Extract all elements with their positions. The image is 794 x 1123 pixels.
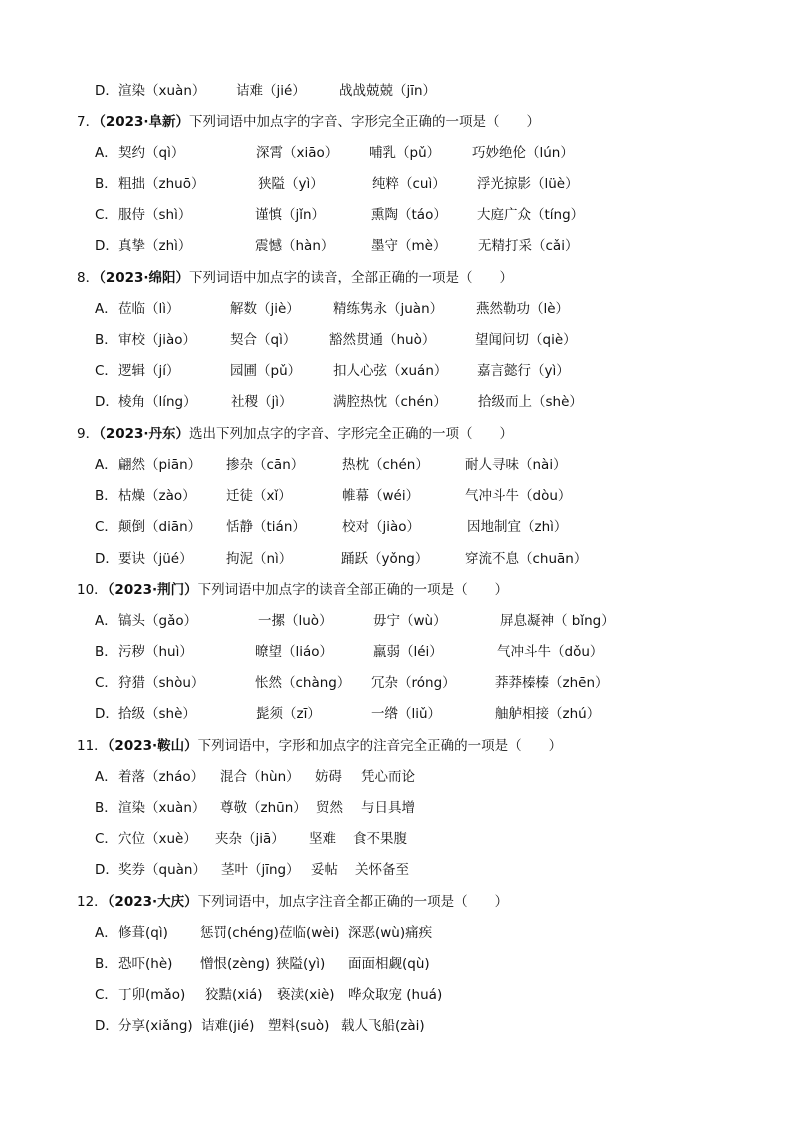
option-item: 食不果腹 — [353, 831, 407, 847]
option-item: 暸望（liáo） — [255, 644, 334, 660]
option-letter: D． — [95, 706, 119, 722]
option-item: 镐头（gǎo） — [118, 613, 198, 629]
option-item: 深恶(wù)痛疾 — [348, 925, 433, 941]
option-item: 园圃（pǔ） — [230, 363, 302, 379]
option-item: 夹杂（jiā） — [215, 831, 285, 847]
question-stem: 下列词语中，字形和加点字的注音完全正确的一项是（ ） — [197, 738, 563, 754]
question-stem: 选出下列加点字的字音、字形完全正确的一项（ ） — [189, 426, 514, 442]
option-item: 审校（jiào） — [118, 332, 197, 348]
question-stem: 下列词语中加点字的读音全部正确的一项是（ ） — [197, 582, 509, 598]
question-source: （2023·荆门） — [107, 582, 198, 598]
option-item: 狭隘(yì) — [276, 956, 326, 972]
option-item: 气冲斗牛（dǒu） — [497, 644, 604, 660]
option-item: 谨慎（jǐn） — [255, 207, 326, 223]
option-item: 舳舻相接（zhú） — [495, 706, 601, 722]
option-letter: D． — [95, 394, 119, 410]
question-number: 9． — [77, 426, 100, 442]
question-source: （2023·阜新） — [99, 114, 190, 130]
question-number: 7． — [77, 114, 100, 130]
option-item: 耐人寻味（nài） — [465, 457, 567, 473]
option-item: 战战兢兢（jīn） — [339, 83, 437, 99]
option-item: 混合（hùn） — [220, 769, 300, 785]
option-letter: C． — [95, 987, 118, 1003]
option-item: 熏陶（táo） — [371, 207, 447, 223]
option-item: 校对（jiào） — [342, 519, 421, 535]
option-item: 帷幕（wéi） — [342, 488, 420, 504]
option-letter: C． — [95, 675, 118, 691]
option-item: 妥帖 — [311, 862, 338, 878]
option-item: 莽莽榛榛（zhēn） — [495, 675, 609, 691]
option-item: 望闻问切（qiè） — [475, 332, 577, 348]
option-item: 迁徒（xǐ） — [226, 488, 292, 504]
option-letter: B． — [95, 644, 118, 660]
option-item: 载人飞船(zài) — [341, 1018, 425, 1034]
option-item: 关怀备至 — [355, 862, 409, 878]
option-letter: D． — [95, 551, 119, 567]
option-item: 契约（qì） — [118, 145, 185, 161]
option-letter: A． — [95, 925, 118, 941]
option-item: 扣人心弦（xuán） — [333, 363, 448, 379]
option-item: 契合（qì） — [230, 332, 297, 348]
question-12 — [77, 891, 508, 913]
option-letter: A． — [95, 301, 118, 317]
question-11 — [77, 735, 562, 757]
option-item: 羸弱（léi） — [373, 644, 443, 660]
question-source: （2023·大庆） — [107, 894, 198, 910]
option-letter: C． — [95, 831, 118, 847]
option-item: 污秽（huì） — [118, 644, 193, 660]
option-letter: C． — [95, 207, 118, 223]
option-item: 穴位（xuè） — [118, 831, 197, 847]
option-item: 尊敬（zhūn） — [220, 800, 307, 816]
option-item: 枯燥（zào） — [118, 488, 196, 504]
option-item: 震憾（hàn） — [255, 238, 335, 254]
option-item: 热枕（chén） — [342, 457, 429, 473]
option-item: 精练隽永（juàn） — [333, 301, 444, 317]
option-letter: B． — [95, 488, 118, 504]
option-item: 墨守（mè） — [371, 238, 447, 254]
question-number: 10． — [77, 582, 108, 598]
question-7 — [77, 111, 540, 133]
option-item: 毋宁（wù） — [373, 613, 447, 629]
question-number: 8． — [77, 270, 100, 286]
option-item: 气冲斗牛（dòu） — [465, 488, 572, 504]
option-letter: B． — [95, 800, 118, 816]
option-letter: D． — [95, 83, 119, 99]
question-number: 12． — [77, 894, 108, 910]
option-item: 分享(xiǎng) — [118, 1018, 193, 1034]
option-item: 逻辑（jí） — [118, 363, 180, 379]
option-item: 棱角（líng） — [118, 394, 197, 410]
option-item: 渲染（xuàn） — [118, 83, 206, 99]
option-item: 惩罚(chéng)莅临(wèi) — [200, 925, 340, 941]
option-item: 要诀（jüé） — [118, 551, 193, 567]
option-item: 塑料(suò) — [268, 1018, 330, 1034]
option-letter: A． — [95, 457, 118, 473]
option-letter: A． — [95, 145, 118, 161]
option-item: 恬静（tián） — [226, 519, 306, 535]
option-item: 坚难 — [309, 831, 336, 847]
option-item: 茎叶（jīng） — [221, 862, 300, 878]
option-item: 无精打采（cǎi） — [478, 238, 579, 254]
option-item: 诘难(jié) — [201, 1018, 255, 1034]
option-item: 嘉言懿行（yì） — [477, 363, 570, 379]
option-item: 因地制宜（zhì） — [467, 519, 568, 535]
option-item: 憎恨(zèng) — [200, 956, 271, 972]
option-item: 深霄（xiāo） — [256, 145, 339, 161]
option-item: 面面相觑(qù) — [348, 956, 430, 972]
option-item: 狡黠(xiá) — [205, 987, 263, 1003]
option-item: 拾级而上（shè） — [478, 394, 583, 410]
question-number: 11． — [77, 738, 108, 754]
option-item: 粗拙（zhuō） — [118, 176, 205, 192]
option-letter: A． — [95, 613, 118, 629]
option-item: 狭隘（yì） — [258, 176, 324, 192]
option-item: 渲染（xuàn） — [118, 800, 206, 816]
option-item: 浮光掠影（lüè） — [477, 176, 579, 192]
option-item: 屏息凝神（ bǐng） — [500, 613, 615, 629]
option-item: 纯粹（cuì） — [372, 176, 446, 192]
option-item: 服侍（shì） — [118, 207, 192, 223]
option-item: 哺乳（pǔ） — [369, 145, 441, 161]
option-item: 奖券（quàn） — [118, 862, 206, 878]
option-letter: C． — [95, 363, 118, 379]
option-item: 拘泥（nì） — [226, 551, 293, 567]
option-item: 解数（jiè） — [230, 301, 300, 317]
option-item: 着落（zháo） — [118, 769, 205, 785]
option-letter: B． — [95, 176, 118, 192]
question-source: （2023·鞍山） — [107, 738, 198, 754]
option-item: 修葺(qì) — [118, 925, 168, 941]
option-item: 恐吓(hè) — [118, 956, 173, 972]
option-item: 一摞（luò） — [258, 613, 333, 629]
option-letter: B． — [95, 956, 118, 972]
option-letter: D． — [95, 238, 119, 254]
option-item: 怅然（chàng） — [255, 675, 351, 691]
option-item: 妨碍 — [315, 769, 342, 785]
option-item: 踊跃（yǒng） — [341, 551, 429, 567]
option-item: 满腔热忱（chén） — [333, 394, 447, 410]
option-item: 巧妙绝伦（lún） — [472, 145, 574, 161]
question-stem: 下列词语中，加点字注音全都正确的一项是（ ） — [197, 894, 509, 910]
option-item: 贸然 — [316, 800, 343, 816]
option-letter: D． — [95, 862, 119, 878]
option-item: 丁卯(mǎo) — [118, 987, 186, 1003]
option-item: 髭须（zī） — [256, 706, 321, 722]
option-item: 拾级（shè） — [118, 706, 196, 722]
option-item: 冗杂（róng） — [371, 675, 456, 691]
option-item: 燕然勒功（lè） — [476, 301, 570, 317]
option-item: 真挚（zhì） — [118, 238, 192, 254]
option-letter: A． — [95, 769, 118, 785]
option-letter: B． — [95, 332, 118, 348]
question-source: （2023·绵阳） — [99, 270, 190, 286]
option-item: 穿流不息（chuān） — [465, 551, 588, 567]
option-item: 与日具增 — [361, 800, 415, 816]
option-item: 一绺（liǔ） — [371, 706, 442, 722]
question-9 — [77, 423, 513, 445]
option-item: 豁然贯通（huò） — [329, 332, 436, 348]
question-stem: 下列词语中加点字的字音、字形完全正确的一项是（ ） — [189, 114, 541, 130]
option-item: 亵渎(xiè) — [277, 987, 335, 1003]
option-item: 诘难（jié） — [236, 83, 306, 99]
option-item: 大庭广众（tíng） — [477, 207, 585, 223]
question-10 — [77, 579, 508, 601]
option-item: 狩猎（shòu） — [118, 675, 205, 691]
option-letter: C． — [95, 519, 118, 535]
option-item: 凭心而论 — [361, 769, 415, 785]
question-stem: 下列词语中加点字的读音，全部正确的一项是（ ） — [189, 270, 514, 286]
option-item: 社稷（jì） — [231, 394, 293, 410]
option-item: 莅临（lì） — [118, 301, 180, 317]
option-item: 翩然（piān） — [118, 457, 202, 473]
question-source: （2023·丹东） — [99, 426, 190, 442]
option-item: 哗众取宠 (huá) — [348, 987, 443, 1003]
option-item: 掺杂（cān） — [226, 457, 305, 473]
option-letter: D． — [95, 1018, 119, 1034]
question-8 — [77, 267, 513, 289]
option-item: 颠倒（diān） — [118, 519, 202, 535]
